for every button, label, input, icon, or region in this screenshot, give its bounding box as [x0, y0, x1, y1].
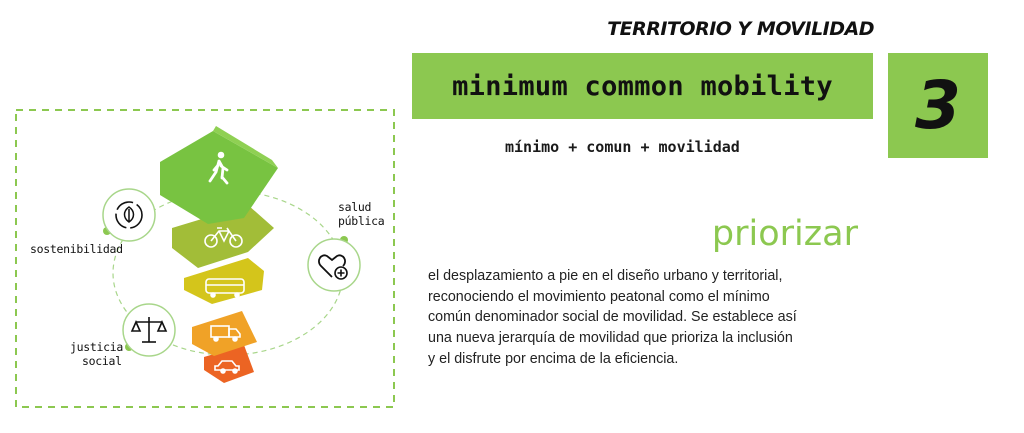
salud-label-line1: salud: [338, 200, 372, 214]
justicia-label-line1: justicia: [70, 340, 123, 354]
sustainability-icon: [103, 189, 155, 241]
justicia-label-line2: social: [82, 354, 122, 368]
mobility-diagram: [0, 0, 410, 429]
layer-truck: [192, 311, 257, 356]
layer-pedestrian: [160, 126, 278, 224]
body-line: una nueva jerarquía de movilidad que prioriza la inclusión: [428, 330, 793, 347]
body-line: común denominador social de movilidad. Se establece así: [428, 309, 797, 326]
salud-label-line2: pública: [338, 214, 385, 228]
title-banner: [412, 53, 873, 119]
scales-icon: [123, 304, 175, 356]
section-title: TERRITORIO Y MOVILIDAD: [607, 18, 874, 40]
body-line: el desplazamiento a pie en el diseño urbano y territorial,: [428, 268, 783, 284]
body-line: y el disfrute por encima de la eficiencia.: [428, 350, 679, 367]
heart-plus-icon: [308, 239, 360, 291]
number-badge: [888, 53, 988, 158]
sostenibilidad-label: sostenibilidad: [30, 242, 123, 256]
subtitle: mínimo + comun + movilidad: [505, 138, 740, 156]
section-number: 3: [915, 67, 961, 144]
section-heading: priorizar: [711, 214, 858, 254]
body-line: reconociendo el movimiento peatonal como el mínimo: [428, 288, 770, 305]
body-paragraph: [428, 266, 848, 370]
page-title: minimum common mobility: [452, 70, 833, 102]
